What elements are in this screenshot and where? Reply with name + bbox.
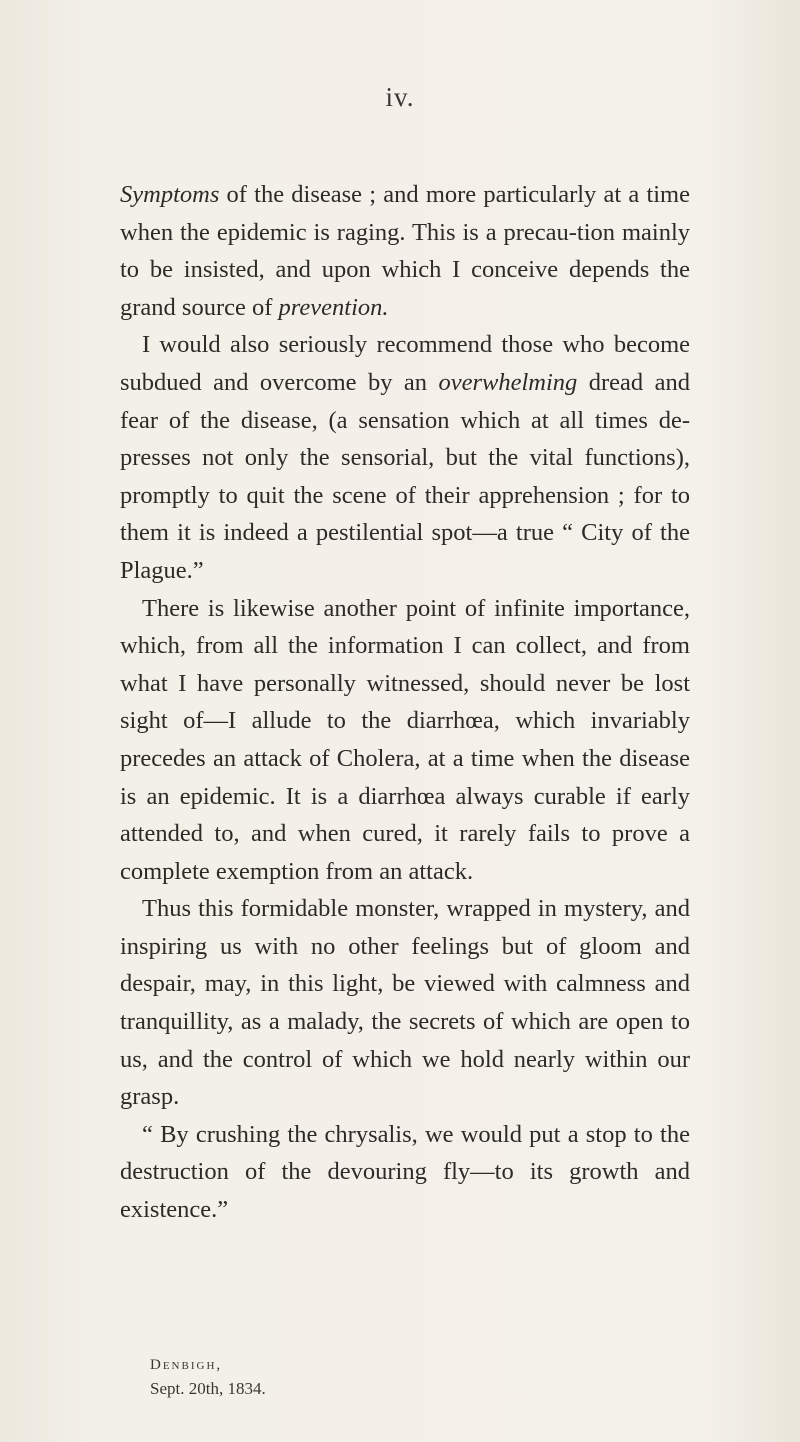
paragraph-recommend-text-b: dread and fear of the disease, (a sensation which at all times de-presses not only the sensorial, but the vital functions), promptly to quit the scene of their apprehension ; for to them it is indeed a pestilential spot—a true “ City of the Plague.” xyxy=(120,368,690,584)
italic-symptoms: Symptoms xyxy=(120,181,220,208)
italic-overwhelming: overwhelming xyxy=(438,368,578,396)
signoff-date: Sept. 20th, 1834. xyxy=(150,1379,266,1398)
italic-prevention: prevention. xyxy=(278,293,389,321)
paragraph-symptoms xyxy=(120,176,690,326)
paragraph-monster: Thus this formidable monster, wrapped in mystery, and inspiring us with no other feelings but of gloom and despair, may, in this light, be viewed with calmness and tranquillity, as a malady, the secrets of which are open to us, and the control of which we hold nearly within our grasp. xyxy=(120,895,690,1111)
paragraph-symptoms-text: of the disease ; and more particularly at a time when the epidemic is raging. This is a precau-tion mainly to be insisted, and upon which I conceive depends the grand source of xyxy=(120,181,690,321)
paragraph-diarrhoea: There is likewise another point of infinite importance, which, from all the information I can collect, and from what I have personally witnessed, should never be lost sight of—I allude to the diarrhœa, which invariably precedes an attack of Cholera, at a time when the disease is an epidemic. It is a diarrhœa always curable if early attended to, and when cured, it rarely fails to prove a complete exemption from an attack. xyxy=(120,594,690,885)
signoff xyxy=(150,1354,266,1402)
signoff-place: Denbigh, xyxy=(150,1357,223,1373)
body-text xyxy=(120,176,690,1229)
paragraph-chrysalis: “ By crushing the chrysalis, we would put a stop to the destruction of the devouring fly—to its growth and existence.” xyxy=(120,1120,690,1224)
page-number: iv. xyxy=(385,82,415,112)
paragraph-recommend-text-a: I would also seriously recommend those who become subdued and overcome by an xyxy=(120,331,690,396)
paragraph-recommend xyxy=(120,326,690,589)
